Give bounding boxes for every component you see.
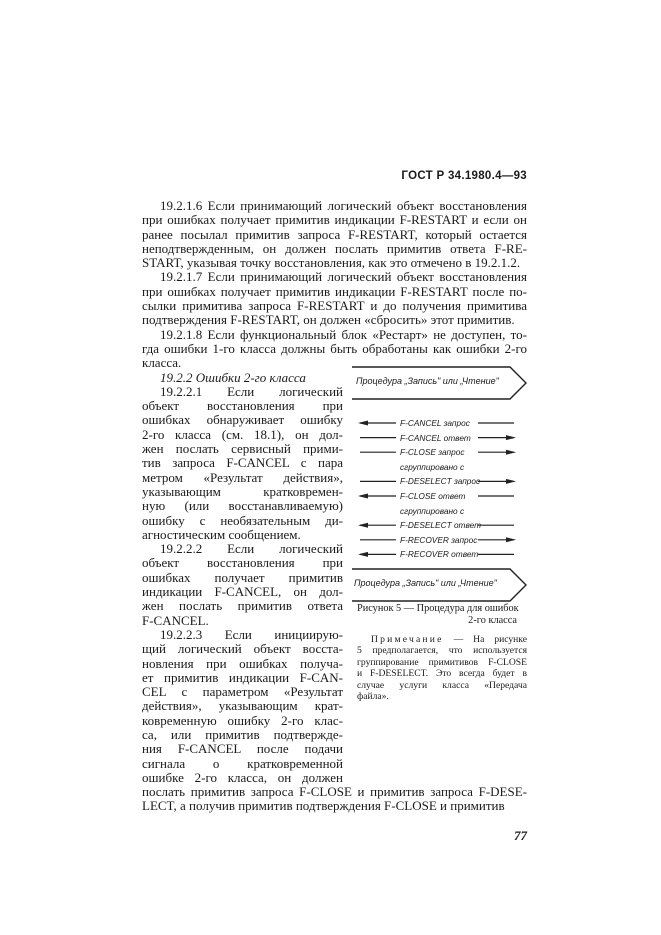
text-line: ошибках обнаруживает ошибку xyxy=(142,412,343,428)
text-line: жен послать примитив ответа xyxy=(142,598,343,614)
text-line: START, указывая точку восстановления, как это отмечено в 19.2.1.2. xyxy=(142,255,521,271)
arrow-right-icon xyxy=(506,450,516,455)
text-line: F-CANCEL. xyxy=(142,612,209,628)
note-line: файла». xyxy=(357,690,389,702)
primitive-label: F-CLOSE ответ xyxy=(400,491,466,501)
primitive-label: F-DESELECT ответ xyxy=(400,520,482,531)
figure-caption xyxy=(357,603,527,627)
text-line: подтверждения F-RESTART, он должен «сбросить» этот примитив. xyxy=(142,312,515,328)
text-line: ную (или восстанавливаемую) xyxy=(142,498,343,514)
text-line: щий логический объект восста- xyxy=(142,641,343,657)
text-line: ранее посылал примитив запроса F-RESTART, который остается xyxy=(142,226,527,242)
text-line: класса. xyxy=(142,355,182,371)
text-line: LECT, а получив примитив подтверждения F-CLOSE и примитив xyxy=(142,798,505,814)
text-line: жен послать сервисный прими- xyxy=(142,441,343,457)
note-line: случае услуги класса «Передача xyxy=(357,679,527,691)
text-line: указывающим кратковремен- xyxy=(142,483,343,499)
primitive-label: F-CLOSE запрос xyxy=(400,447,465,458)
primitive-label: F-RECOVER ответ xyxy=(400,549,479,560)
text-line: неподтвержденным, он должен послать примитив ответа F-RE- xyxy=(142,240,527,256)
text-line: агностическим сообщением. xyxy=(142,526,301,542)
note-text: — На рисунке xyxy=(453,634,527,645)
text-line: объект восстановления при xyxy=(142,398,343,414)
top-text-block xyxy=(142,199,527,385)
text-line: CEL с параметром «Результат xyxy=(142,684,343,700)
text-line: индикации F-CANCEL, он дол- xyxy=(142,584,343,600)
text-line: объект восстановления при xyxy=(142,555,343,571)
arrow-right-icon xyxy=(506,435,516,440)
text-line: 19.2.2 Ошибки 2-го класса xyxy=(160,369,306,385)
text-line: ошибках получает примитив xyxy=(142,569,343,585)
bottom-text-block xyxy=(142,785,527,814)
arrow-right-icon xyxy=(506,537,516,542)
note-line: группирование примитивов F-CLOSE xyxy=(357,656,527,668)
text-line: 2-го класса (см. 18.1), он дол- xyxy=(142,426,343,442)
arrow-left-icon xyxy=(358,523,368,528)
text-line: при ошибках получает примитив индикации F-RESTART после по- xyxy=(142,283,527,299)
arrow-left-icon xyxy=(358,494,368,499)
text-line: ет примитив индикации F-CAN- xyxy=(142,669,343,685)
note-line xyxy=(357,634,527,645)
left-column-text xyxy=(142,385,343,785)
figure-5-diagram xyxy=(350,360,532,610)
top-procedure-label: Процедура „Запись" или „Чтение" xyxy=(356,376,499,386)
page-number: 77 xyxy=(514,828,527,843)
text-line: 19.2.1.6 Если принимающий логический объект восстановления xyxy=(160,198,527,213)
primitive-label: сгруппировано с xyxy=(400,461,465,472)
text-line: действия», указывающим крат- xyxy=(142,698,343,714)
note-title: Примечание xyxy=(371,634,444,645)
arrow-left-icon xyxy=(358,552,368,557)
text-line: ошибку с необязательным ди- xyxy=(142,512,343,528)
document-header: ГОСТ Р 34.1980.4—93 xyxy=(401,170,527,182)
text-line: сылки примитива запроса F-RESTART и до получения примитива xyxy=(142,298,527,314)
primitive-label: F-DESELECT запрос xyxy=(400,476,481,487)
primitive-label: F-CANCEL ответ xyxy=(400,432,471,443)
text-line: ковременную ошибку 2-го клас- xyxy=(142,712,343,728)
caption-line-1: Рисунок 5 — Процедура для ошибок xyxy=(357,603,519,614)
text-line: сигнала о кратковременной xyxy=(142,755,343,771)
text-line: метром «Результат действия», xyxy=(142,469,343,485)
text-line: тив запроса F-CANCEL с пара xyxy=(142,455,343,471)
arrow-left-icon xyxy=(358,421,368,426)
caption-line-2: 2-го класса xyxy=(468,615,517,626)
text-line: послать примитив запроса F-CLOSE и примитив запроса F-DESE- xyxy=(142,784,527,800)
text-line: гда ошибки 1-го класса должны быть обработаны как ошибки 2-го xyxy=(142,340,527,356)
text-line: 19.2.2.1 Если логический xyxy=(160,383,343,399)
text-line: ния F-CANCEL после подачи xyxy=(142,741,343,757)
text-line: ошибке 2-го класса, он должен xyxy=(142,769,343,785)
primitive-label: F-CANCEL запрос xyxy=(400,418,470,428)
arrow-right-icon xyxy=(506,479,516,484)
text-line: 19.2.2.2 Если логический xyxy=(160,541,343,557)
primitive-label: сгруппировано с xyxy=(400,505,465,516)
text-line: при ошибках получает примитив индикации F-RESTART и если он xyxy=(142,212,527,228)
note-line: и F-DESELECT. Это всегда будет в xyxy=(357,668,527,680)
text-line: 19.2.1.8 Если функциональный блок «Рестарт» не доступен, то- xyxy=(160,326,527,342)
text-line: новления при ошибках получа- xyxy=(142,655,343,671)
primitive-label: F-RECOVER запрос xyxy=(400,534,478,545)
bottom-procedure-label: Процедура „Запись" или „Чтение" xyxy=(354,578,497,588)
note-line: 5 предполагается, что используется xyxy=(357,645,527,657)
text-line: 19.2.1.7 Если принимающий логический объект восстановления xyxy=(160,269,527,285)
text-line: са, или примитив подтвержде- xyxy=(142,726,343,742)
text-line: 19.2.2.3 Если инициирую- xyxy=(160,626,343,642)
figure-note xyxy=(357,634,527,702)
